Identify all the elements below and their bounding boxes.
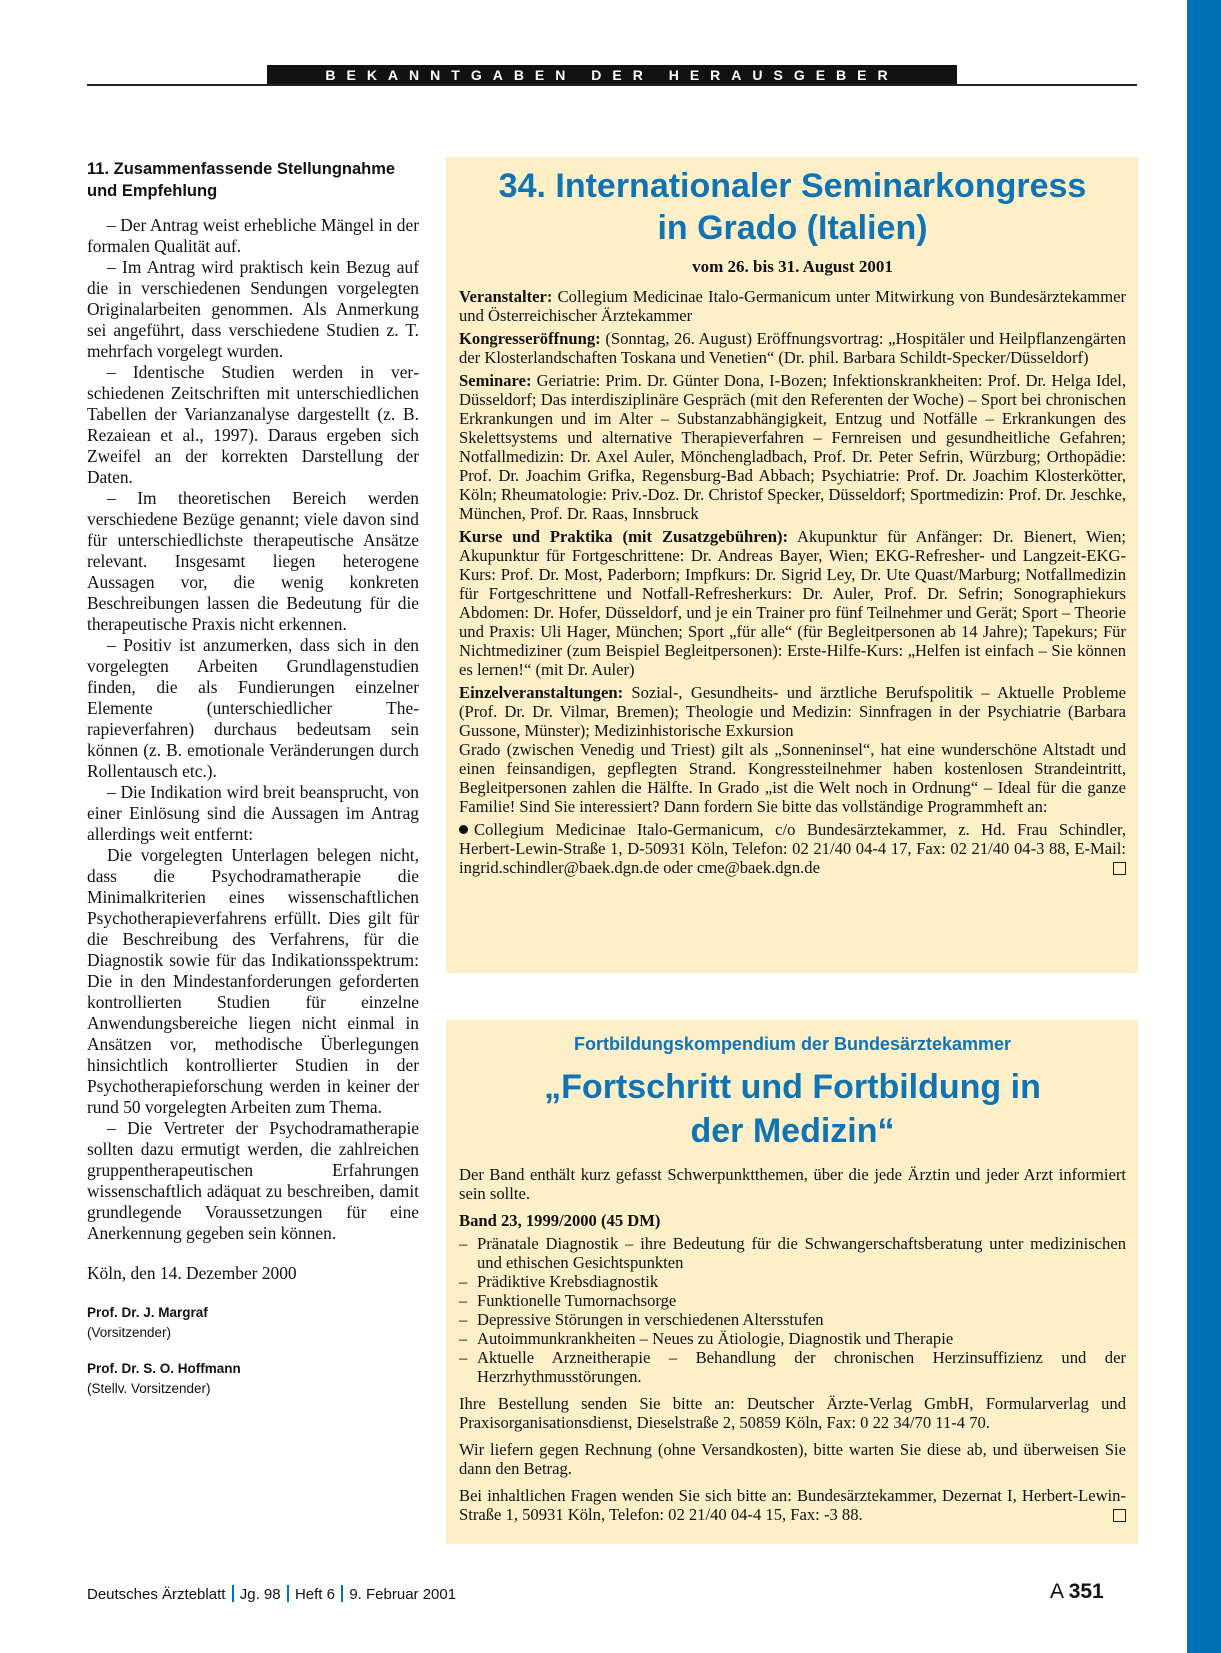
signatory-name: Prof. Dr. J. Margraf: [87, 1305, 208, 1320]
paragraph: – Im theoretischen Bereich werden verschiedene Bezüge genannt; viele davon sind für unterschiedlichste therapeutische Ansätze relevant. Insgesamt liegen heterogene Aussagen vor, die wenig konkreten Beschreibungen lassen die Bedeutung für die therapeutische Praxis nicht erkennen.: [87, 488, 419, 634]
paragraph: – Die Vertreter der Psychodramatherapie sollten dazu ermutigt werden, die zahlreichen gruppentherapeutischen Erfahrungen wissenschaftlich adäquat zu beschreiben, damit grundlegende Voraussetzungen für eine Anerkennung gegeben sein können.: [87, 1118, 419, 1243]
congress-announcement-box: [446, 157, 1138, 973]
label: Kongresseröffnung:: [459, 329, 601, 348]
label: Veranstalter:: [459, 287, 553, 306]
text: Sozial-, Gesundheits- und ärztliche Berufspolitik – Aktuelle Probleme (Prof. Dr. Dr. Vilmar, Bremen); Theologie und Medizin: Sinnfragen in der Psychiatrie (Barbara Gussone, Münster); Medizinhistorische Exkursion: [459, 683, 1126, 740]
grado-paragraph: Grado (zwischen Venedig und Triest) gilt als „Sonneninsel“, hat eine wunderschöne Altstadt und einen feinsandigen, gepflegten Strand. Kongressteilnehmer haben kostenlosen Strandeintritt, Begleitpersonen zahlen die Hälfte. In Grado „ist die Welt noch in Ordnung“ – Ideal für die ganze Familie! Sind Sie interessiert? Dann fordern Sie bitte das vollständige Programmheft an:: [459, 740, 1126, 816]
compendium-title-line: der Medizin“: [690, 1112, 895, 1150]
courses-paragraph: [459, 527, 1126, 679]
congress-title: [459, 165, 1126, 249]
label: Kurse und Praktika (mit Zusatzgebühren):: [459, 527, 788, 546]
signature-block: [87, 1303, 419, 1343]
volume: Jg. 98: [239, 1586, 281, 1603]
compendium-kicker: Fortbildungskompendium der Bundesärztekammer: [573, 1034, 1012, 1054]
topic-list: [459, 1234, 1126, 1386]
compendium-title-line: „Fortschritt und Fortbildung in: [544, 1068, 1041, 1106]
contact-paragraph: [459, 820, 1126, 877]
compendium-intro: Der Band enthält kurz gefasst Schwerpunktthemen, über die jede Ärztin und jeder Arzt informiert sein sollte.: [459, 1165, 1126, 1203]
organizer-paragraph: [459, 287, 1126, 325]
label: Einzelveranstaltungen:: [459, 683, 624, 702]
signatory-name: Prof. Dr. S. O. Hoffmann: [87, 1361, 241, 1376]
congress-date: vom 26. bis 31. August 2001: [692, 257, 893, 276]
list-item: – Depressive Störungen in verschiedenen Altersstufen: [459, 1310, 1126, 1329]
page-prefix: A: [1050, 1580, 1069, 1603]
list-item: – Funktionelle Tumornachsorge: [459, 1291, 1126, 1310]
separator-bar: [341, 1585, 343, 1602]
compendium-title: [459, 1065, 1126, 1153]
contact-text: Collegium Medicinae Italo-Germanicum, c/o Bundesärztekammer, z. Hd. Frau Schindler, Herbert-Lewin-Straße 1, D-50931 Köln, Telefon: 02 21/40 04-4 17, Fax: 02 21/40 04-3 88, E-Mail: ingrid.schindler@baek.dgn.de oder cme@baek.dgn.de: [459, 820, 1126, 877]
band-info: [459, 1211, 1126, 1230]
list-item: – Autoimmunkrankheiten – Neues zu Ätiologie, Diagnostik und Therapie: [459, 1329, 1126, 1348]
issue-date: 9. Februar 2001: [349, 1586, 457, 1603]
list-item: – Aktuelle Arzneitherapie – Behandlung der chronischen Herzinsuffizienz und der Herzrhythmusstörungen.: [459, 1348, 1126, 1386]
paragraph: – Positiv ist anzumerken, dass sich in den vorgelegten Arbeiten Grundlagenstudien finden, die als Fundierungen einzelner Elemente (unterschiedlicher Therapieverfahren) durchaus bedeutsam sein können (z. B. emotionale Veränderungen durch Rollentausch etc.).: [87, 635, 419, 781]
text: Collegium Medicinae Italo-Germanicum unter Mitwirkung von Bundesärztekammer und Österreichischer Ärztekammer: [459, 287, 1126, 325]
end-square-icon: [1113, 1509, 1126, 1522]
list-item: – Prädiktive Krebsdiagnostik: [459, 1272, 1126, 1291]
opening-paragraph: [459, 329, 1126, 367]
journal-name: Deutsches Ärzteblatt: [87, 1586, 226, 1603]
page-number: [1050, 1580, 1104, 1604]
band-label: Band 23, 1999/2000 (45 DM): [459, 1211, 661, 1230]
footer-citation: [87, 1585, 456, 1603]
end-square-icon: [1113, 862, 1126, 875]
paragraph: – Identische Studien werden in verschiedenen Zeitschriften mit unterschiedlichen Tabellen der Varianzanalyse dargestellt (z. B. Rezaiean et al., 1997). Daraus ergeben sich Zweifel an der korrekten Darstellung der Daten.: [87, 362, 419, 487]
questions-text: Bei inhaltlichen Fragen wenden Sie sich bitte an: Bundesärztekammer, Dezernat I, Herbert-Lewin-Straße 1, 50931 Köln, Telefon: 02 21/40 04-4 15, Fax: -3 88.: [459, 1486, 1126, 1524]
questions-paragraph: [459, 1486, 1126, 1524]
congress-title-line: 34. Internationaler Seminarkongress: [498, 167, 1087, 205]
text: (Sonntag, 26. August) Eröffnungsvortrag: „Hospitäler und Heilpflanzengärten der Klosterlandschaften Toskana und Venetien“ (Dr. phil. Barbara Schildt-Specker/Düsseldorf): [459, 329, 1126, 367]
place-date: Köln, den 14. Dezember 2000: [87, 1263, 297, 1283]
paragraph: Die vorgelegten Unterlagen belegen nicht, dass die Psychodramatherapie die Minimalkriterien eines wissenschaftlichen Psychotherapieverfahrens erfüllt. Dies gilt für die Beschreibung des Verfahrens, für die Diagnostik sowie für das Indikationsspektrum: Die in den Mindestanforderungen geforderten kontrollierten Studien für einzelne Anwendungsbereiche liegen nicht einmal in Ansätzen vor, methodische Überlegungen hinsichtlich kontrollierter Studien in der Psychotherapieforschung werden in keiner der rund 50 vorgelegten Arbeiten zum Thema.: [87, 845, 419, 1117]
left-column: [87, 158, 419, 1399]
congress-title-line: in Grado (Italien): [657, 209, 928, 247]
signature-block: [87, 1359, 419, 1399]
paragraph: – Im Antrag wird praktisch kein Bezug auf die in verschiedenen Sendungen vorgelegten Originalarbeiten genommen. Als Anmerkung sei angeführt, dass verschiedene Studien z. T. mehrfach vorgelegt wurden.: [87, 257, 419, 361]
bullet-icon: [459, 825, 468, 834]
separator-bar: [287, 1585, 289, 1602]
paragraph: – Der Antrag weist erhebliche Mängel in der formalen Qualität auf.: [87, 215, 419, 256]
issue: Heft 6: [294, 1586, 335, 1603]
section-header: BEKANNTGABEN DER HERAUSGEBER: [267, 65, 957, 85]
text: Geriatrie: Prim. Dr. Günter Dona, I-Bozen; Infektionskrankheiten: Prof. Dr. Helga Idel, Düsseldorf; Das interdisziplinäre Gespräch (mit den Referenten der Woche) – Sport bei chronischen Erkrankungen und im Alter – Substanzabhängigkeit, Entzug und Notfälle – Erkrankungen des Skelettsystems und alternative Therapieverfahren – Fernreisen und gesundheitliche Gefahren; Notfallmedizin: Dr. Axel Auler, Mönchengladbach, Prof. Dr. Peter Sefrin, Würzburg; Orthopädie: Prof. Dr. Joachim Grifka, Regensburg-Bad Abbach; Psychiatrie: Prof. Dr. Joachim Klosterkötter, Köln; Rheumatologie: Priv.-Doz. Dr. Christof Specker, Düsseldorf; Sportmedizin: Prof. Dr. Jeschke, München, Prof. Dr. Raas, Innsbruck: [459, 371, 1126, 523]
order-paragraph: Ihre Bestellung senden Sie bitte an: Deutscher Ärzte-Verlag GmbH, Formularverlag und Praxisorganisationsdienst, Dieselstraße 2, 50859 Köln, Fax: 0 22 34/70 11-4 70.: [459, 1394, 1126, 1432]
seminars-paragraph: [459, 371, 1126, 523]
section-heading: 11. Zusammenfassende Stellungnahme und Empfehlung: [87, 160, 396, 200]
compendium-box: [446, 1020, 1138, 1544]
sidebar-accent-bar: [1187, 0, 1221, 1653]
page-number-value: 351: [1068, 1580, 1104, 1603]
signatory-role: (Stellv. Vorsitzender): [87, 1381, 211, 1396]
signatory-role: (Vorsitzender): [87, 1325, 172, 1340]
list-item: – Pränatale Diagnostik – ihre Bedeutung für die Schwangerschaftsberatung unter medizinischen und ethischen Gesichtspunkten: [459, 1234, 1126, 1272]
separator-bar: [232, 1585, 234, 1602]
label: Seminare:: [459, 371, 532, 390]
header-rule: [87, 84, 1137, 86]
paragraph: – Die Indikation wird breit beansprucht, von einer Einlösung sind die Aussagen im Antrag allerdings weit entfernt:: [87, 782, 419, 844]
invoice-paragraph: Wir liefern gegen Rechnung (ohne Versandkosten), bitte warten Sie diese ab, und überweisen Sie dann den Betrag.: [459, 1440, 1126, 1478]
text: Akupunktur für Anfänger: Dr. Bienert, Wien; Akupunktur für Fortgeschrittene: Dr. Andreas Bayer, Wien; EKG-Refresher- und Langzeit-EKG-Kurs: Prof. Dr. Most, Paderborn; Impfkurs: Dr. Sigrid Ley, Dr. Ute Quast/Marburg; Notfallmedizin für Fortgeschrittene und Notfall-Refresherkurs: Dr. Auler, Prof. Dr. Sefrin; Sonographiekurs Abdomen: Dr. Hofer, Düsseldorf, und je ein Trainer pro fünf Teilnehmer und Gerät; Sport – Theorie und Praxis: Uli Hager, München; Sport „für alle“ (für Begleitpersonen ab 14 Jahre); Tapekurs; Für Nichtmediziner (zum Beispiel Begleitpersonen): Erste-Hilfe-Kurs: „Helfen ist einfach – Sie können es lernen!“ (mit Dr. Auler): [459, 527, 1127, 679]
events-paragraph: [459, 683, 1126, 740]
